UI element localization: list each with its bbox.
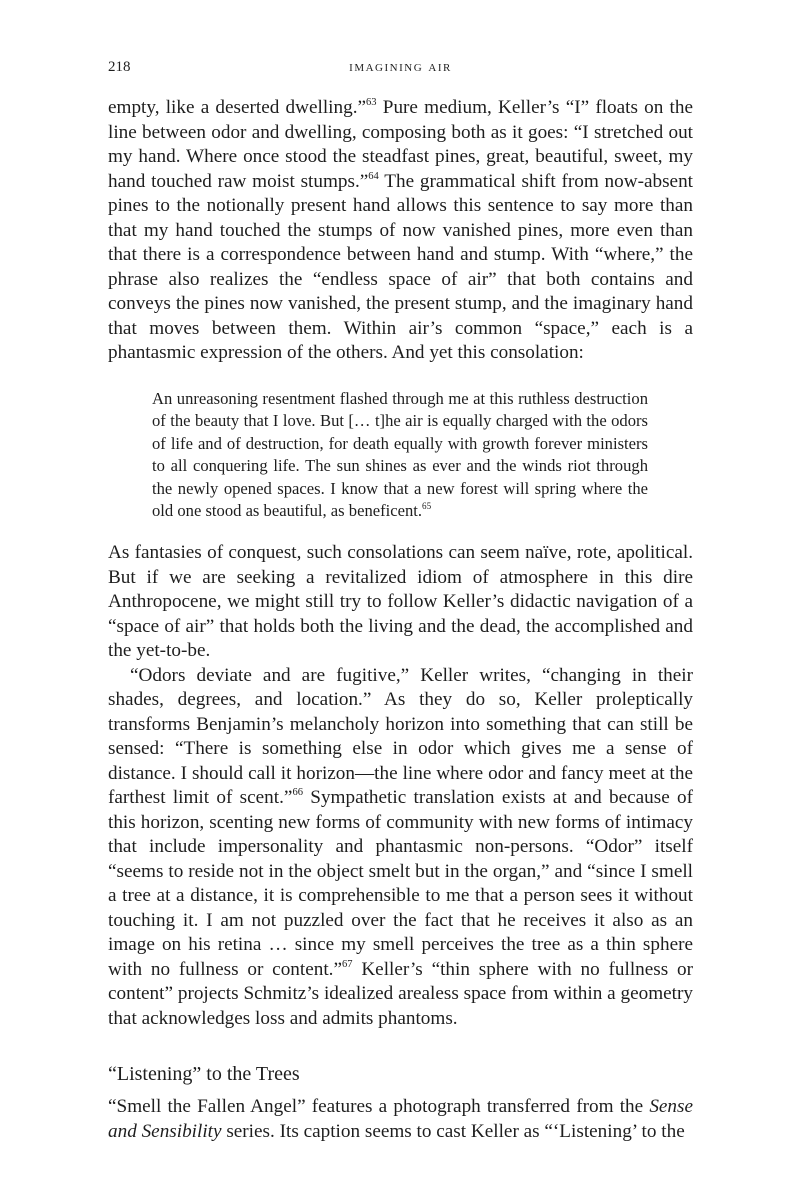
paragraph-4 [108, 1095, 693, 1144]
paragraph-text: Keller’s “thin sphere with no fullness or content” projects Schmitz’s idealized arealess space from within a geometry that acknowledges loss and admits phantoms. [108, 958, 693, 1029]
running-title: imagining air [349, 59, 452, 75]
quote-text: An unreasoning resentment flashed through me at this ruthless destruction of the beauty that I love. But [… t]he air is equally charged with the odors of life and of destruction, for death equally with growth forever ministers to all conquering life. The sun shines as ever and the winds riot through the newly opened spaces. I know that a new forest will spring where the old one stood as beautiful, as beneficent. [152, 388, 648, 521]
paragraph-text: Pure medium, Keller’s “I” floats on the line between odor and dwelling, composing both as it goes: “I stretched out my hand. Where once stood the steadfast pines, great, beautiful, sweet, my hand touched raw moist stumps.” [108, 97, 693, 192]
block-quote [152, 388, 648, 524]
paragraph-text: “Smell the Fallen Angel” features a photograph transferred from the [108, 1096, 650, 1118]
paragraph-text: As fantasies of conquest, such consolations can seem naïve, rote, apolitical. But if we are seeking a revitalized idiom of atmosphere in this dire Anthropocene, we might still try to follow Keller’s didactic navigation of a “space of air” that holds both the living and the dead, the accomplished and the yet-to-be. [108, 542, 693, 662]
footnote-ref-65[interactable]: 65 [422, 501, 432, 512]
paragraph-text: Sympathetic translation exists at and because of this horizon, scenting new forms of community with new forms of intimacy that include impersonality and phantasmic non-persons. “Odor” itself “seems to reside not in the object smelt but in the organ,” and “since I smell a tree at a distance, it is comprehensible to me that a person sees it without touching it. I am not puzzled over the fact that he receives it also as an image on his retina … since my smell perceives the tree as a thin sphere with no fullness or content.” [108, 787, 694, 980]
section-heading: “Listening” to the Trees [108, 1063, 300, 1086]
body-text [108, 96, 693, 1144]
paragraph-text: The grammatical shift from now-absent pines to the notionally present hand allows this sentence to say more than that my hand touched the stumps of now vanished pines, more even than that there is a correspondence between hand and stump. With “where,” the phrase also realizes the “endless space of air” that both contains and conveys the pines now vanished, the present stump, and the imaginary hand that moves between them. Within air’s common “space,” each is a phantasmic expression of the others. And yet this consolation: [108, 170, 693, 363]
running-head [108, 56, 693, 78]
paragraph-text: “Odors deviate and are fugitive,” Keller writes, “changing in their shades, degrees, and location.” As they do so, Keller proleptically transforms Benjamin’s melancholy horizon into something that can still be sensed: “There is something else in odor which gives me a sense of distance. I should call it horizon—the line where odor and fancy meet at the farthest limit of scent.” [108, 664, 693, 809]
italic-title: Sense and Sensibility [108, 1096, 693, 1142]
paragraph-3 [108, 664, 693, 1032]
paragraph-text: series. Its caption seems to cast Keller as “‘Listening’ to the [221, 1120, 685, 1142]
footnote-ref-67[interactable]: 67 [341, 958, 353, 970]
paragraph-2 [108, 541, 693, 664]
page-number: 218 [108, 59, 131, 75]
footnote-ref-63[interactable]: 63 [366, 97, 377, 109]
footnote-ref-64[interactable]: 64 [368, 170, 379, 182]
footnote-ref-66[interactable]: 66 [292, 787, 303, 799]
paragraph-1 [108, 96, 693, 366]
paragraph-text: empty, like a deserted dwelling.” [108, 97, 367, 118]
